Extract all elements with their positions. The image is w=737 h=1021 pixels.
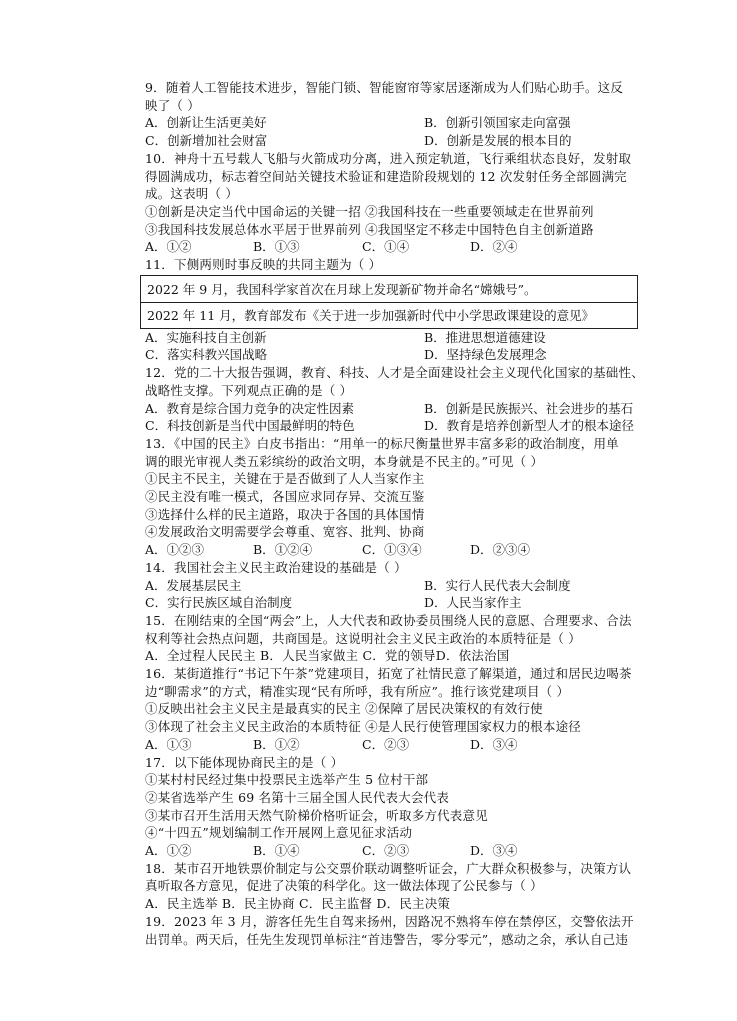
option-choice[interactable]: B．创新引领国家走向富强 bbox=[424, 115, 571, 131]
question-line: ①民主不民主，关键在于是否做到了人人当家作主 bbox=[145, 471, 425, 487]
question-line: 成。这表明（ ） bbox=[145, 186, 239, 202]
option-choice[interactable]: D．②③④ bbox=[470, 542, 531, 558]
question-line: ①某村村民经过集中投票民主选举产生 5 位村干部 bbox=[145, 772, 429, 788]
question-line: ④“十四五”规划编制工作开展网上意见征求活动 bbox=[145, 825, 413, 841]
question-stem: 18．某市召开地铁票价制定与公交票价联动调整听证会，广大群众积极参与，决策方认 bbox=[145, 860, 632, 876]
option-choice[interactable]: D．②④ bbox=[470, 239, 518, 255]
option-choice[interactable]: A．①③ bbox=[145, 736, 192, 752]
option-choice[interactable]: A．教育是综合国力竞争的决定性因素 bbox=[145, 400, 355, 416]
option-choice[interactable]: B．①③ bbox=[253, 239, 300, 255]
question-line: ②民主没有唯一模式，各国应求同存异、交流互鉴 bbox=[145, 489, 425, 504]
question-stem: 13．《中国的民主》白皮书指出：“用单一的标尺衡量世界丰富多彩的政治制度，用单 bbox=[145, 435, 619, 451]
option-choice[interactable]: B．创新是民族振兴、社会进步的基石 bbox=[424, 400, 634, 416]
option-choice[interactable]: B．推进思想道德建设 bbox=[424, 329, 546, 345]
question-stem: 10．神舟十五号载人飞船与火箭成功分离，进入预定轨道，飞行乘组状态良好，发射取 bbox=[145, 150, 632, 166]
option-choice[interactable]: A．发展基层民主 bbox=[145, 577, 242, 593]
option-choice[interactable]: D．创新是发展的根本目的 bbox=[424, 133, 572, 149]
option-choice[interactable]: B．①② bbox=[253, 736, 300, 752]
option-choice[interactable]: C．科技创新是当代中国最鲜明的特色 bbox=[145, 418, 355, 434]
option-choice[interactable]: C．①④ bbox=[362, 239, 410, 255]
question-line: A．民主选举 B．民主协商 C．民主监督 D．民主决策 bbox=[145, 896, 451, 912]
option-choice[interactable]: D．③④ bbox=[470, 843, 518, 858]
option-choice[interactable]: A．①② bbox=[145, 239, 192, 255]
question-line: ①创新是决定当代中国命运的关键一招 ②我国科技在一些重要领域走在世界前列 bbox=[145, 203, 594, 219]
option-choice[interactable]: C．②③ bbox=[362, 736, 410, 752]
question-stem: 15．在刚结束的全国“两会”上，人大代表和政协委员围绕人民的意愿、合理要求、合法 bbox=[145, 612, 632, 628]
option-choice[interactable]: A．①②③ bbox=[145, 542, 205, 558]
question-line: ③我国科技发展总体水平居于世界前列 ④我国坚定不移走中国特色自主创新道路 bbox=[145, 221, 594, 237]
question-line: ②某省选举产生 69 名第十三届全国人民代表大会代表 bbox=[145, 789, 450, 805]
question-stem: 16．某街道推行“书记下午茶”党建项目，拓宽了社情民意了解渠道，通过和居民边喝茶 bbox=[145, 666, 632, 681]
option-choice[interactable]: A．①② bbox=[145, 843, 192, 858]
question-line: A．全过程人民民主 B．人民当家做主 C．党的领导D．依法治国 bbox=[145, 648, 510, 664]
question-line: ④发展政治文明需要学会尊重、宽容、批判、协商 bbox=[145, 524, 425, 540]
question-stem: 19．2023 年 3 月，游客任先生自驾来扬州，因路况不熟将车停在禁停区，交警依法开 bbox=[145, 913, 634, 929]
option-choice[interactable]: A．创新让生活更美好 bbox=[145, 115, 267, 131]
question-line: 边“聊需求”的方式，精准实现“民有所呼，我有所应”。推行该党建项目（ ） bbox=[145, 683, 570, 699]
question-stem: 9．随着人工智能技术进步，智能门锁、智能窗帘等家居逐渐成为人们贴心助手。这反 bbox=[145, 80, 624, 95]
option-choice[interactable]: B．实行人民代表大会制度 bbox=[424, 577, 571, 593]
option-choice[interactable]: A．实施科技自主创新 bbox=[145, 329, 267, 345]
option-choice[interactable]: D．教育是培养创新型人才的根本途径 bbox=[424, 418, 635, 434]
question-line: ③体现了社会主义民主政治的本质特征 ④是人民行使管理国家权力的根本途径 bbox=[145, 719, 581, 735]
option-choice[interactable]: D．③④ bbox=[470, 736, 518, 752]
option-choice[interactable]: B．①②④ bbox=[253, 542, 313, 558]
question-line: 真听取各方意见，促进了决策的科学化。这一做法体现了公民参与（ ） bbox=[145, 878, 543, 894]
question-stem: 14．我国社会主义民主政治建设的基础是（ ） bbox=[145, 559, 407, 575]
option-choice[interactable]: D．坚持绿色发展理念 bbox=[424, 347, 547, 363]
question-stem: 11．下侧两则时事反映的共同主题为（ ） bbox=[145, 257, 382, 272]
news-item: 2022 年 9 月，我国科学家首次在月球上发现新矿物并命名“嫦娥号”。 bbox=[147, 281, 537, 297]
option-choice[interactable]: C．落实科教兴国战略 bbox=[145, 347, 268, 363]
question-line: ①反映出社会主义民主是最真实的民主 ②保障了居民决策权的有效行使 bbox=[145, 701, 543, 717]
question-line: 得圆满成功，标志着空间站关键技术验证和建造阶段规划的 12 次发射任务全部圆满完 bbox=[145, 168, 627, 184]
news-box bbox=[140, 275, 638, 329]
question-line: 出罚单。两天后，任先生发现罚单标注“首违警告，零分零元”，感动之余，承认自己违 bbox=[145, 931, 629, 947]
option-choice[interactable]: C．实行民族区域自治制度 bbox=[145, 595, 293, 611]
question-line: ③某市召开生活用天然气阶梯价格听证会，听取多方代表意见 bbox=[145, 807, 488, 823]
news-item: 2022 年 11 月，教育部发布《关于进一步加强新时代中小学思政课建设的意见》 bbox=[147, 307, 595, 323]
option-choice[interactable]: C．②③ bbox=[362, 843, 410, 858]
divider bbox=[141, 302, 637, 303]
option-choice[interactable]: C．①③④ bbox=[362, 542, 422, 558]
question-line: 映了（ ） bbox=[145, 97, 200, 113]
question-line: 权利等社会热点问题，共商国是。这说明社会主义民主政治的本质特征是（ ） bbox=[145, 630, 581, 646]
option-choice[interactable]: B．①④ bbox=[253, 843, 300, 858]
option-choice[interactable]: C．创新增加社会财富 bbox=[145, 133, 268, 149]
question-line: 战略性支撑。下列观点正确的是（ ） bbox=[145, 382, 353, 398]
question-line: ③选择什么样的民主道路，取决于各国的具体国情 bbox=[145, 506, 425, 522]
question-stem: 12．党的二十大报告强调，教育、科技、人才是全面建设社会主义现代化国家的基础性、 bbox=[145, 365, 644, 381]
question-line: 调的眼光审视人类五彩缤纷的政治文明，本身就是不民主的。”可见（ ） bbox=[145, 453, 544, 469]
option-choice[interactable]: D．人民当家作主 bbox=[424, 595, 522, 611]
question-stem: 17．以下能体现协商民主的是（ ） bbox=[145, 754, 344, 770]
